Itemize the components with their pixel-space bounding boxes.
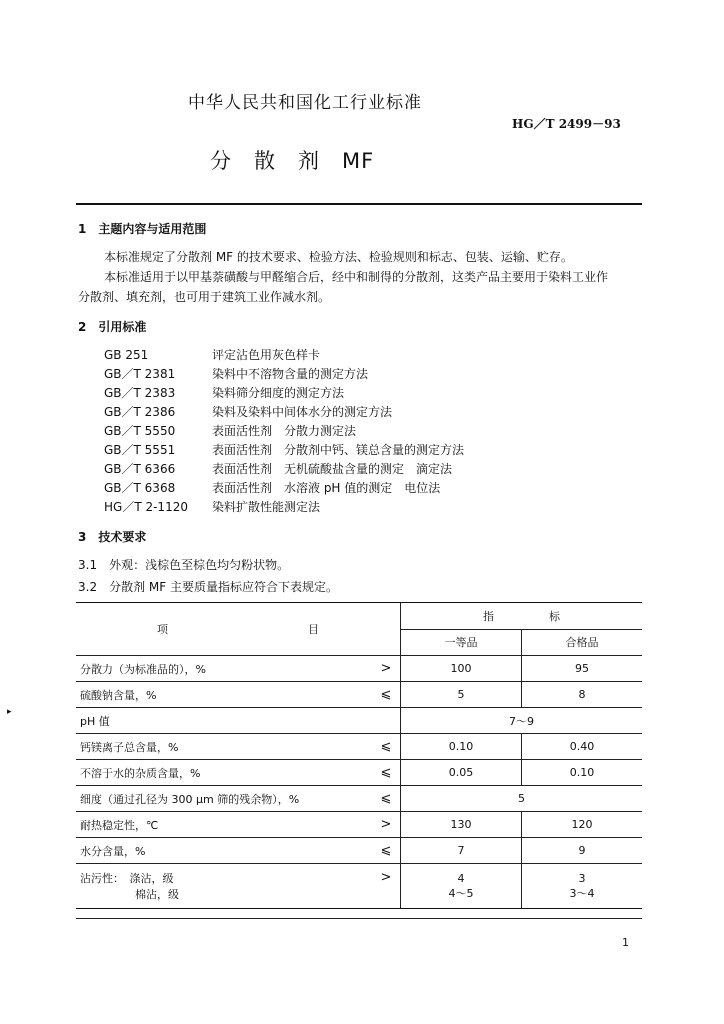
standard-code: HG／T 2499－93 (512, 117, 621, 131)
row-symbol: ⩽ (372, 760, 401, 786)
table-header-item: 项 目 (76, 603, 401, 656)
table-row (76, 838, 642, 864)
row-qualified-grade: 3 3～4 (522, 864, 643, 909)
section-1-paragraph-2: 本标准适用于以甲基萘磺酸与甲醛缩合后，经中和制得的分散剂，这类产品主要用于染料工业作 (104, 270, 609, 284)
row-qualified-grade: 8 (522, 682, 643, 708)
row-qualified-grade: 0.10 (522, 760, 643, 786)
section-1-heading: 1 主题内容与适用范围 (78, 222, 207, 236)
reference-item: GB 251 评定沾色用灰色样卡 (104, 348, 321, 362)
row-symbol: ⩽ (372, 786, 401, 812)
row-qualified-grade: 95 (522, 656, 643, 682)
header-rule (76, 203, 642, 205)
row-symbol: > (372, 812, 401, 838)
table-row (76, 760, 642, 786)
row-first-grade: 0.05 (401, 760, 522, 786)
row-item: 耐热稳定性，℃ (76, 812, 372, 838)
issuing-authority: 中华人民共和国化工行业标准 (188, 93, 422, 113)
reference-item: GB／T 5550 表面活性剂 分散力测定法 (104, 424, 357, 438)
row-qualified-grade: 9 (522, 838, 643, 864)
margin-mark: ▸ (7, 707, 12, 717)
row-qualified-grade: 120 (522, 812, 643, 838)
document-title: 分 散 剂 MF (210, 149, 375, 173)
reference-item: HG／T 2-1120 染料扩散性能测定法 (104, 500, 321, 514)
row-item: 分散力（为标准品的），% (76, 656, 372, 682)
reference-item: GB／T 6366 表面活性剂 无机硫酸盐含量的测定 滴定法 (104, 462, 453, 476)
col-header-qualified-grade: 合格品 (522, 629, 643, 656)
row-item: 沾污性： 涤沾，级 棉沾，级 (76, 864, 372, 909)
row-symbol: ⩽ (372, 838, 401, 864)
col-header-first-grade: 一等品 (401, 629, 522, 656)
row-qualified-grade: 0.40 (522, 734, 643, 760)
row-symbol (372, 708, 401, 734)
row-item: pH 值 (76, 708, 372, 734)
row-first-grade: 100 (401, 656, 522, 682)
table-row (76, 708, 642, 734)
section-1-paragraph-2-cont: 分散剂、填充剂，也可用于建筑工业作减水剂。 (78, 290, 331, 304)
section-1-paragraph-1: 本标准规定了分散剂 MF 的技术要求、检验方法、检验规则和标志、包装、运输、贮存。 (104, 250, 573, 264)
reference-item: GB／T 6368 表面活性剂 水溶液 pH 值的测定 电位法 (104, 481, 441, 495)
table-row (76, 812, 642, 838)
table-row-staining (76, 864, 642, 909)
row-first-grade: 0.10 (401, 734, 522, 760)
row-first-grade: 4 4～5 (401, 864, 522, 909)
reference-item: GB／T 2383 染料筛分细度的测定方法 (104, 386, 345, 400)
row-first-grade: 7 (401, 838, 522, 864)
table-header-index: 指 标 (401, 603, 643, 630)
row-merged-value: 5 (401, 786, 643, 812)
table-row (76, 734, 642, 760)
clause-3-1: 3.1 外观：浅棕色至棕色均匀粉状物。 (78, 558, 290, 572)
reference-item: GB／T 5551 表面活性剂 分散剂中钙、镁总含量的测定方法 (104, 443, 465, 457)
page-number: 1 (622, 936, 629, 949)
row-item: 水分含量，% (76, 838, 372, 864)
row-symbol: ⩽ (372, 682, 401, 708)
row-item: 不溶于水的杂质含量，% (76, 760, 372, 786)
reference-item: GB／T 2381 染料中不溶物含量的测定方法 (104, 367, 369, 381)
reference-item: GB／T 2386 染料及染料中间体水分的测定方法 (104, 405, 393, 419)
footer-rule (76, 918, 642, 919)
row-merged-value: 7～9 (401, 708, 643, 734)
section-3-heading: 3 技术要求 (78, 530, 147, 544)
row-first-grade: 5 (401, 682, 522, 708)
table-header-row (76, 603, 642, 630)
table-row (76, 682, 642, 708)
section-2-heading: 2 引用标准 (78, 320, 147, 334)
row-item: 钙镁离子总含量，% (76, 734, 372, 760)
clause-3-2: 3.2 分散剂 MF 主要质量指标应符合下表规定。 (78, 580, 338, 594)
table-row (76, 786, 642, 812)
row-item: 硫酸钠含量，% (76, 682, 372, 708)
row-first-grade: 130 (401, 812, 522, 838)
row-symbol: > (372, 864, 401, 909)
quality-index-table (76, 602, 642, 909)
row-symbol: > (372, 656, 401, 682)
table-row (76, 656, 642, 682)
row-symbol: ⩽ (372, 734, 401, 760)
row-item: 细度（通过孔径为 300 μm 筛的残余物），% (76, 786, 372, 812)
